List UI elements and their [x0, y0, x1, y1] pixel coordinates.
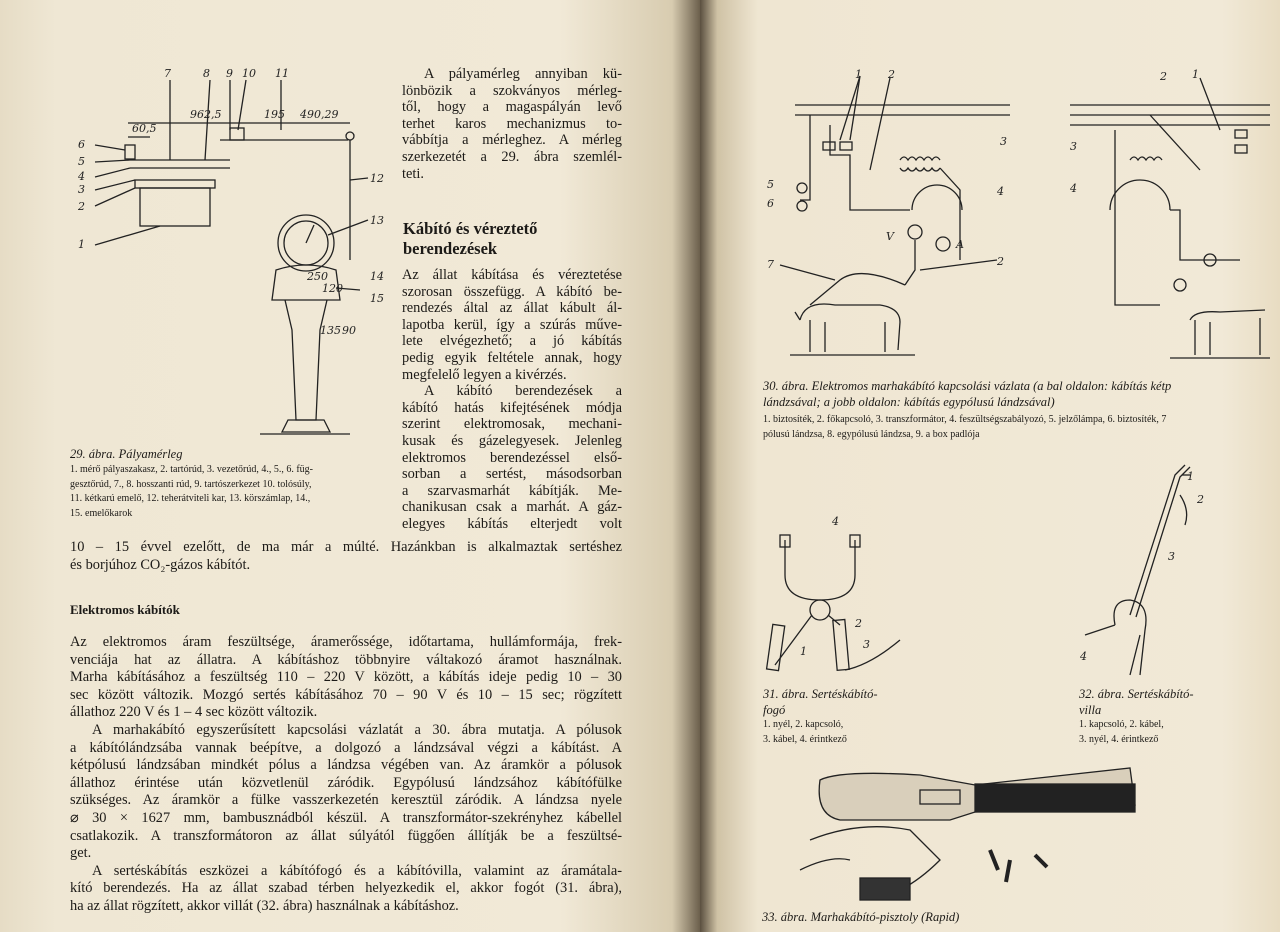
text-line: A marhakábító egyszerűsített kapcsolási vázlatát a 30. ábra mutatja. A pólusok: [92, 721, 622, 738]
figure-31-caption: [763, 686, 878, 718]
text-line: állathoz érintése után közvetlenül záródik. Egypólusú lándzsához kábítófülke: [70, 774, 622, 791]
figure-30-legend: [763, 413, 1275, 442]
svg-text:120: 120: [322, 282, 343, 295]
text-line: elegyes kábítás elterjedt volt: [402, 515, 622, 532]
text-line: kusak és gázelegyesek. Jelenleg: [402, 432, 622, 449]
caption-line: 30. ábra. Elektromos marhakábító kapcsolási vázlata (a bal oldalon: kábítás kétp: [763, 379, 1172, 393]
figure-32-drawing: [1070, 455, 1230, 675]
figure-31-legend: [763, 718, 847, 747]
svg-text:90: 90: [342, 324, 356, 337]
svg-text:1: 1: [1192, 68, 1199, 81]
text-line: szorosan összefügg. A kábító be-: [402, 283, 622, 300]
svg-text:1: 1: [855, 68, 862, 81]
svg-text:V: V: [886, 230, 894, 243]
legend-line: 1. nyél, 2. kapcsoló,: [763, 719, 844, 730]
svg-text:4: 4: [832, 515, 839, 528]
text-line: kító berendezés. Ha az állat szabad térben helyezkedik el, akkor fogót (31. ábra),: [70, 880, 622, 897]
caption-line: lándzsával; a jobb oldalon: kábítás egypólusú lándzsával): [763, 395, 1055, 409]
svg-text:4: 4: [1070, 182, 1077, 195]
svg-text:135: 135: [320, 324, 341, 337]
legend-line: gesztőrúd, 7., 8. hosszanti rúd, 9. tartószerkezet 10. tolósúly,: [70, 478, 312, 490]
heading-line: berendezések: [403, 239, 498, 258]
legend-line: 1. mérő pályaszakasz, 2. tartórúd, 3. vezetőrúd, 4., 5., 6. füg-: [70, 464, 313, 475]
text-line: sorban a sertést, másodsorban: [402, 466, 622, 483]
text-line: sec között változik. Mozgó sertés kábításához 70 – 90 V és 10 – 15 sec; rögzített: [70, 686, 622, 703]
text-line: Az elektromos áram feszültsége, áramerőssége, időtartama, hullámformája, frek-: [70, 634, 622, 650]
text-line: és borjúhoz CO₂-gázos kábítót.: [70, 556, 251, 573]
text-line: rendezés által az állat kábult ál-: [402, 300, 622, 317]
svg-text:2: 2: [1197, 493, 1204, 506]
svg-text:6: 6: [767, 197, 774, 210]
text-line: pedig egyik feltétele annak, hogy: [402, 349, 622, 366]
legend-line: 1. kapcsoló, 2. kábel,: [1079, 719, 1164, 730]
svg-text:2: 2: [855, 617, 862, 630]
text-line: csatlakozik. A transzformátoron az állat súlyától függően állítják be a feszültsé-: [70, 827, 622, 844]
svg-text:1: 1: [800, 645, 807, 658]
legend-line: 3. nyél, 4. érintkező: [1079, 733, 1159, 745]
svg-text:13: 13: [370, 214, 384, 227]
svg-text:1: 1: [78, 238, 85, 251]
figure-29-caption: 29. ábra. Pályamérleg: [70, 447, 183, 461]
svg-text:5: 5: [78, 155, 85, 168]
text-line: ⌀ 30 × 1627 mm, bambusznádból készül. A transzformátor-szekrényhez kábellel: [70, 809, 622, 826]
legend-line: 1. biztosíték, 2. főkapcsoló, 3. transzformátor, 4. feszültségszabályozó, 5. jelzőlámpa, 6. biztosíték, 7: [763, 414, 1167, 425]
text-line: a kábítólándzsába vannak beépítve, a dolgozó a lándzsával végzi a kábítást. A: [70, 739, 622, 756]
svg-text:10: 10: [242, 67, 256, 80]
figure-32-caption: [1079, 686, 1194, 718]
svg-text:3: 3: [78, 183, 85, 196]
subheading-electric-stunners: Elektromos kábítók: [70, 602, 180, 617]
text-line: A kábító berendezések a: [424, 383, 622, 400]
text-line: szükséges. Az áramkör a fülke vasszerkezetén keresztül záródik. A lándzsa nyele: [70, 792, 622, 809]
right-page: [700, 0, 1280, 932]
figure-30-drawing: [700, 60, 1270, 370]
svg-text:9: 9: [226, 67, 233, 80]
svg-text:2: 2: [997, 255, 1004, 268]
svg-text:4: 4: [1080, 650, 1087, 663]
caption-line: fogó: [763, 703, 786, 717]
figure-29-legend: [70, 463, 390, 521]
svg-text:12: 12: [370, 172, 384, 185]
text-line: től, hogy a magaspályán levő: [402, 99, 622, 116]
svg-text:15: 15: [370, 292, 384, 305]
text-line: terhet karos mechanizmus to-: [402, 115, 622, 132]
svg-text:2: 2: [1160, 70, 1167, 83]
svg-text:7: 7: [767, 258, 774, 271]
intro-paragraph: [402, 66, 622, 182]
svg-text:962,5: 962,5: [190, 108, 222, 121]
svg-text:490,29: 490,29: [300, 108, 339, 121]
text-line: vábbítja a mérleghez. A mérleg: [402, 132, 622, 149]
text-line: szerkezetét a 29. ábra szemlél-: [402, 148, 622, 165]
paragraph-1: [402, 267, 622, 533]
text-line: chanikusan csak a marhát. A gáz-: [402, 499, 622, 516]
svg-text:250: 250: [307, 270, 328, 283]
caption-line: 32. ábra. Sertéskábító-: [1079, 687, 1194, 701]
svg-text:A: A: [956, 238, 964, 251]
svg-text:2: 2: [78, 200, 85, 213]
figure-33-caption: 33. ábra. Marhakábító-pisztoly (Rapid): [762, 910, 960, 924]
text-line: venciája hat az állatra. A kábításhoz többnyire váltakozó áramot használnak.: [70, 651, 622, 668]
text-line: A pályamérleg annyiban kü-: [424, 66, 622, 82]
figure-29-drawing: [70, 60, 390, 440]
text-line: lete elvégezhető; a jó kábítás: [402, 333, 622, 350]
text-line: 10 – 15 évvel ezelőtt, de ma már a múlté. Hazánkban is alkalmaztak sertéshez: [70, 539, 622, 555]
svg-text:2: 2: [888, 68, 895, 81]
paragraph-2-continued: [70, 539, 622, 574]
text-line: állathoz 220 V és 1 – 4 sec között változik.: [70, 704, 318, 721]
text-line: a szarvasmarhát kábítják. Me-: [402, 482, 622, 499]
text-line: lönbözik a szokványos mérleg-: [402, 82, 622, 99]
legend-line: pólusú lándzsa, 8. egypólusú lándzsa, 9. a box padlója: [763, 428, 980, 440]
legend-line: 11. kétkarú emelő, 12. teherátviteli kar, 13. körszámlap, 14.,: [70, 493, 311, 504]
caption-line: 31. ábra. Sertéskábító-: [763, 687, 878, 701]
figure-32-legend: [1079, 718, 1164, 747]
text-line: A sertéskábítás eszközei a kábítófogó és a kábítóvilla, valamint az áramátala-: [92, 862, 622, 879]
legend-line: 3. kábel, 4. érintkező: [763, 733, 847, 745]
svg-text:3: 3: [1168, 550, 1175, 563]
text-line: Marha kábításához a feszültség 110 – 220 V között, a kábítás ideje pedig 10 – 30: [70, 669, 622, 686]
svg-text:3: 3: [1070, 140, 1077, 153]
text-line: teti.: [402, 165, 424, 182]
caption-line: villa: [1079, 703, 1102, 717]
figure-33-drawing: [800, 760, 1140, 905]
paragraph-3: [70, 634, 622, 916]
svg-text:3: 3: [863, 638, 870, 651]
text-line: szerint elektromosak, mechani-: [402, 416, 622, 433]
text-line: Az állat kábítása és véreztetése: [402, 267, 622, 283]
text-line: kábító hatás kifejtésének módja: [402, 399, 622, 416]
text-line: megfelelő legyen a kivérzés.: [402, 366, 567, 383]
svg-text:1: 1: [1187, 470, 1194, 483]
svg-text:4: 4: [78, 170, 85, 183]
text-line: kétpólusú lándzsában mindkét pólus a lándzsa végében van. Az áramkör a pólusok: [70, 757, 622, 774]
text-line: lapotba kerül, így a szúrás műve-: [402, 316, 622, 333]
svg-text:5: 5: [767, 178, 774, 191]
heading-line: Kábító és véreztető: [403, 219, 538, 238]
text-line: elektromos berendezéssel első-: [402, 449, 622, 466]
svg-text:3: 3: [1000, 135, 1007, 148]
svg-text:14: 14: [370, 270, 384, 283]
text-line: get.: [70, 845, 92, 862]
svg-text:6: 6: [78, 138, 85, 151]
svg-text:60,5: 60,5: [132, 122, 157, 135]
svg-text:11: 11: [275, 67, 289, 80]
svg-text:7: 7: [164, 67, 171, 80]
figure-30-caption: [763, 378, 1275, 410]
text-line: ha az állat rögzített, akkor villát (32. ábra) használnak a kábításhoz.: [70, 897, 459, 914]
section-heading: [403, 219, 537, 259]
svg-text:4: 4: [997, 185, 1004, 198]
svg-text:195: 195: [264, 108, 285, 121]
svg-text:8: 8: [203, 67, 210, 80]
legend-line: 15. emelőkarok: [70, 507, 133, 519]
figure-31-drawing: [760, 515, 930, 685]
